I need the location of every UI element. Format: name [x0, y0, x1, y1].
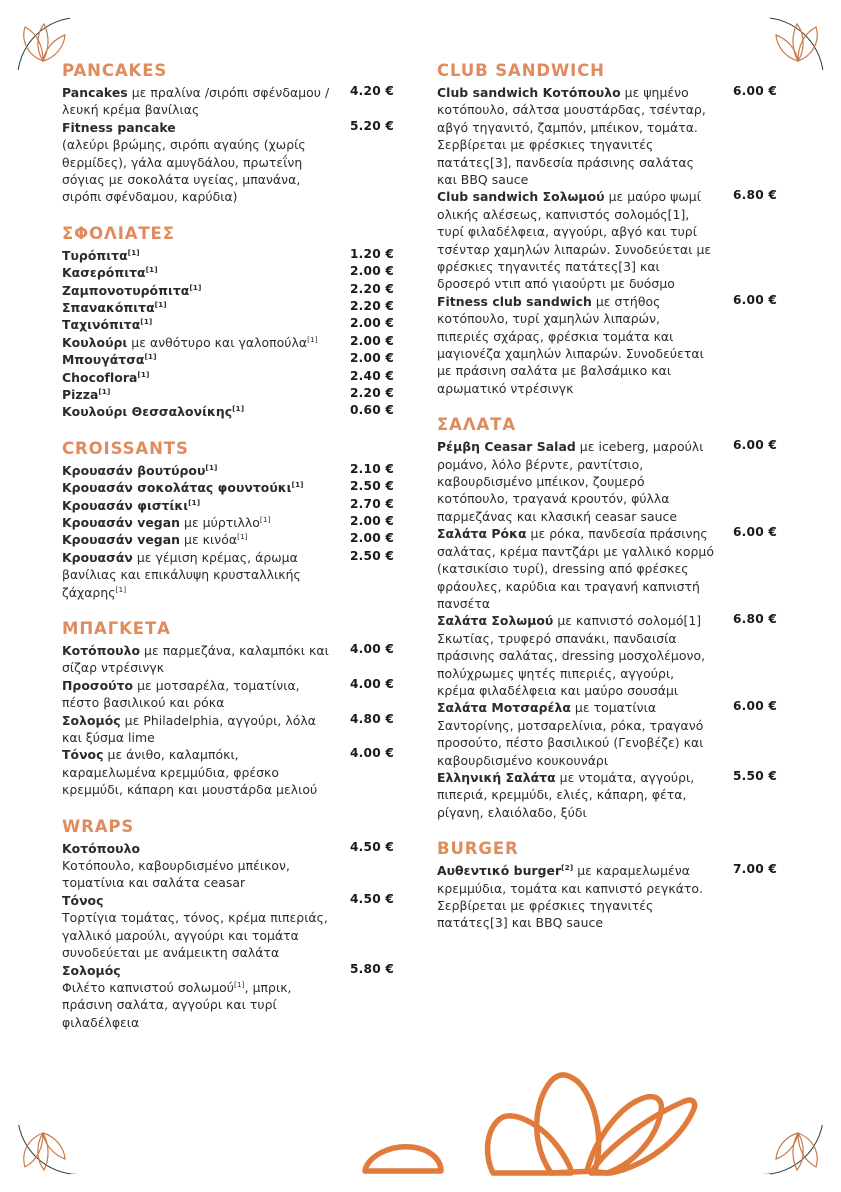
item-name: Chocoflora[1] — [62, 369, 150, 385]
item-price: 4.00 € — [350, 746, 394, 761]
menu-item[interactable] — [62, 979, 394, 1031]
item-price: 2.70 € — [350, 496, 394, 511]
menu-section-sfoliates — [62, 225, 394, 421]
item-price: 2.00 € — [350, 316, 394, 331]
menu-item[interactable] — [437, 525, 777, 612]
item-description: με άνιθο, καλαμπόκι, καραμελωμένα κρεμμύδια, φρέσκο κρεμμύδι, κάπαρη και μουστάρδα μελιού — [62, 747, 318, 798]
footnote-marker: [1] — [307, 334, 318, 344]
item-description: με μοτσαρέλα, τοματίνια, πέστο βασιλικού και ρόκα — [62, 677, 300, 711]
section-title: ΣΦΟΛΙΑΤΕΣ — [62, 223, 175, 243]
item-description: με Philadelphia, αγγούρι, λόλα και ξύσμα lime — [62, 712, 316, 746]
footnote-marker: [1] — [291, 480, 304, 490]
item-description: με ψημένο κοτόπουλο, σάλτσα μουστάρδας, τσένταρ, αβγό τηγανιτό, ζαμπόν, μπέικον, τομάτα. Σερβίρεται με φρέσκιες τηγανιτές πατάτες[3], πανδεσία πράσινης σαλάτας και BBQ sauce — [437, 84, 706, 187]
menu-item-text — [62, 369, 394, 386]
menu-item-text — [62, 531, 394, 548]
footnote-marker: [2] — [561, 863, 574, 873]
item-price: 2.50 € — [350, 548, 394, 563]
item-name: Κοτόπουλο — [62, 643, 141, 659]
item-price: 0.60 € — [350, 403, 394, 418]
item-description: (αλεύρι βρώμης, σιρόπι αγαύης (χωρίς θερμίδες), γάλα αμυγδάλου, πρωτεΐνη σόγιας με σοκολάτα υγείας, μπανάνα, σιρόπι σφένδαμου, καρύδια) — [62, 137, 306, 205]
menu-item[interactable] — [437, 612, 777, 699]
menu-item[interactable] — [62, 746, 394, 798]
menu-section-burger — [437, 840, 777, 932]
item-name: Pizza[1] — [62, 386, 111, 403]
menu-item-text — [62, 403, 394, 420]
item-description: με στήθος κοτόπουλο, τυρί χαμηλών λιπαρών, πιπεριές σχάρας, φρέσκια τομάτα και μαγιονέζα χαμηλών λιπαρών. Συνοδεύεται με πράσινη σαλάτα με βαλσάμικο και αρωματικό ντρέσινγκ — [437, 293, 704, 396]
item-name: Κουλούρι Θεσσαλονίκης[1] — [62, 404, 245, 420]
menu-item-text — [62, 892, 394, 909]
section-title: ΣΑΛΑΤΑ — [437, 415, 517, 435]
item-name: Ταχινόπιτα[1] — [62, 317, 153, 333]
menu-item-text — [437, 699, 777, 769]
menu-item[interactable] — [62, 264, 394, 281]
menu-item-text — [62, 299, 394, 316]
menu-item[interactable] — [62, 549, 394, 601]
menu-item[interactable] — [437, 188, 777, 292]
menu-section-croissants — [62, 440, 394, 601]
menu-item-text — [62, 136, 394, 206]
item-name: Κρουασάν βουτύρου[1] — [62, 462, 218, 478]
item-description: με καραμελωμένα κρεμμύδια, τομάτα και καπνιστό ρεγκάτο. Σερβίρεται με φρέσκιες τηγανιτές πατάτες[3] και BBQ sauce — [437, 863, 704, 931]
menu-item[interactable] — [437, 699, 777, 769]
menu-item[interactable] — [62, 369, 394, 386]
item-description: με ρόκα, πανδεσία πράσινης σαλάτας, κρέμα παντζάρι με γαλλικό κορμό (κατσικίσιο τυρί), dressing από φρέσκες φράουλες, καρύδια και τραγανή καπνιστή πανσέτα — [437, 526, 714, 611]
menu-item[interactable] — [62, 962, 394, 979]
item-description: με παρμεζάνα, καλαμπόκι και σίζαρ ντρέσινγκ — [62, 643, 329, 676]
footnote-marker: [1] — [232, 404, 245, 414]
item-description: με καπνιστό σολομό[1] Σκωτίας, τρυφερό σπανάκι, πανδαισία πράσινης σαλάτας, dressing μοσχολέμονο, πολύχρωμες ψητές πιπεριές, αγγούρι, κρέμα φιλαδέλφεια και μαύρο σουσάμι — [437, 613, 706, 698]
item-price: 7.00 € — [733, 862, 777, 877]
menu-item-text — [62, 677, 394, 712]
item-description: , μπρικ, πράσινη σαλάτα, αγγούρι και τυρί φιλαδέλφεια — [62, 979, 292, 1030]
menu-section-wraps — [62, 818, 394, 1031]
menu-item[interactable] — [62, 479, 394, 496]
menu-item[interactable] — [62, 462, 394, 479]
item-name: Κουλούρι — [62, 334, 128, 350]
item-price: 4.20 € — [350, 83, 394, 98]
menu-item[interactable] — [437, 769, 777, 821]
item-price: 2.00 € — [350, 351, 394, 366]
item-name: Σολομός — [62, 962, 121, 978]
section-title: BURGER — [437, 839, 519, 859]
menu-item[interactable] — [62, 282, 394, 299]
footnote-marker: [1] — [205, 462, 218, 472]
footnote-marker: [1] — [115, 584, 127, 594]
item-name: Κασερόπιτα[1] — [62, 265, 158, 281]
footnote-marker: [1] — [259, 514, 271, 524]
footnote-marker: [1] — [127, 247, 140, 257]
item-name: Κρουασάν vegan — [62, 515, 181, 531]
item-description: με τοματίνια Σαντορίνης, μοτσαρελίνια, ρόκα, τραγανό προσούτο, πέστο βασιλικού (Γενοβέζε) και καβουρδισμένο κουκουνάρι — [437, 700, 704, 768]
item-description: με ντομάτα, αγγούρι, πιπεριά, κρεμμύδι, ελιές, κάπαρη, φέτα, ρίγανη, ελαιόλαδο, ξύδι — [437, 769, 695, 820]
menu-item-text — [62, 857, 394, 892]
menu-item-text — [437, 769, 777, 821]
menu-item[interactable] — [62, 84, 394, 119]
menu-item[interactable] — [62, 892, 394, 909]
item-price: 2.50 € — [350, 479, 394, 494]
menu-item[interactable] — [62, 642, 394, 677]
footnote-marker: [1] — [154, 299, 167, 309]
menu-item[interactable] — [62, 909, 394, 961]
section-title: CROISSANTS — [62, 438, 189, 458]
menu-item[interactable] — [62, 351, 394, 368]
item-price: 6.00 € — [733, 699, 777, 714]
menu-item-text — [437, 293, 777, 397]
item-description: με iceberg, μαρούλι ρομάνο, λόλο βέρντε, ραντίτσιο, καβουρδισμένο μπέικον, ζουμερό κοτόπουλο, τραγανά κρουτόν, φύλλα παρμεζάνας και κλασική ceasar sauce — [437, 439, 704, 524]
footnote-marker: [1] — [137, 369, 150, 379]
item-name: Pancakes — [62, 84, 128, 100]
item-name: Ελληνική Σαλάτα — [437, 769, 556, 785]
item-price: 6.80 € — [733, 188, 777, 203]
menu-item-text — [62, 514, 394, 531]
menu-item-text — [62, 979, 394, 1031]
menu-item-text — [62, 264, 394, 281]
item-name: Σαλάτα Ρόκα — [437, 526, 527, 542]
menu-item[interactable] — [62, 514, 394, 531]
menu-item-text — [437, 612, 777, 699]
menu-item[interactable] — [437, 438, 777, 525]
item-name: Τυρόπιτα[1] — [62, 247, 140, 263]
menu-item-text — [62, 746, 394, 798]
menu-item-text — [62, 712, 394, 747]
item-price: 2.00 € — [350, 531, 394, 546]
menu-section-salata — [437, 416, 777, 821]
menu-item-text — [62, 479, 394, 496]
item-description: Κοτόπουλο, καβουρδισμένο μπέικον, τοματίνια και σαλάτα ceasar — [62, 858, 291, 891]
menu-item[interactable] — [62, 712, 394, 747]
menu-item-text — [62, 247, 394, 264]
item-name: Κοτόπουλο — [62, 840, 141, 856]
menu-item[interactable] — [62, 136, 394, 206]
menu-item-text — [437, 84, 777, 188]
menu-item-text — [62, 909, 394, 961]
footnote-marker: [1] — [233, 979, 245, 989]
item-price: 4.80 € — [350, 711, 394, 726]
section-title: ΜΠΑΓΚΕΤΑ — [62, 619, 171, 639]
menu-item[interactable] — [62, 247, 394, 264]
footnote-marker: [1] — [145, 265, 158, 275]
item-name: Fitness club sandwich — [437, 293, 592, 309]
menu-item[interactable] — [62, 497, 394, 514]
menu-item[interactable] — [62, 531, 394, 548]
menu-item[interactable] — [62, 403, 394, 420]
item-name: Σπανακόπιτα[1] — [62, 299, 167, 315]
item-price: 2.40 € — [350, 368, 394, 383]
menu-item-text — [62, 642, 394, 677]
item-name: Τόνος — [62, 892, 104, 908]
item-price: 2.00 € — [350, 514, 394, 529]
item-description: Φιλέτο καπνιστού σολωμού — [62, 979, 234, 995]
item-name: Club sandwich Κοτόπουλο — [437, 84, 621, 100]
item-description: με μαύρο ψωμί ολικής αλέσεως, καπνιστός σολομός[1], τυρί φιλαδέλφεια, αγγούρι, αβγό και τυρί τσένταρ χαμηλών λιπαρών. Συνοδεύεται με φρέσκιες τηγανιτές πατάτες[3] και δροσερό ντιπ από γιαούρτι με δυόσμο — [437, 189, 712, 292]
item-description: με πραλίνα /σιρόπι σφένδαμου /λευκή κρέμα βανίλιας — [62, 84, 330, 118]
menu-item-text — [62, 462, 394, 479]
menu-item[interactable] — [62, 119, 394, 136]
item-name: Club sandwich Σολωμού — [437, 189, 605, 205]
menu-item-text — [62, 840, 394, 857]
section-title: CLUB SANDWICH — [437, 61, 605, 80]
menu-item-text — [62, 351, 394, 368]
item-price: 6.00 € — [733, 525, 777, 540]
menu-item-text — [62, 119, 394, 136]
menu-section-pancakes — [62, 62, 394, 206]
item-name: Κρουασάν φιστίκι[1] — [62, 497, 201, 513]
section-title: WRAPS — [62, 816, 135, 836]
menu-item-text — [62, 549, 394, 601]
menu-item-text — [62, 316, 394, 333]
item-price: 4.00 € — [350, 642, 394, 657]
item-name: Ρέμβη Ceasar Salad — [437, 439, 576, 455]
item-price: 2.00 € — [350, 264, 394, 279]
item-price: 1.20 € — [350, 246, 394, 261]
menu-column-left — [62, 62, 394, 1031]
footnote-marker: [1] — [98, 386, 111, 396]
item-name: Μπουγάτσα[1] — [62, 352, 157, 368]
item-price: 6.80 € — [733, 612, 777, 627]
item-name: Κρουασάν σοκολάτας φουντούκι[1] — [62, 480, 304, 496]
item-name: Προσούτο — [62, 677, 134, 693]
footnote-marker: [1] — [188, 497, 201, 507]
item-description: Τορτίγια τομάτας, τόνος, κρέμα πιπεριάς, γαλλικό μαρούλι, αγγούρι και τομάτα συνοδεύεται με ανάμεικτη σαλάτα — [62, 910, 328, 961]
item-price: 4.50 € — [350, 839, 394, 854]
item-name: Σαλάτα Σολωμού — [437, 613, 554, 629]
menu-item[interactable] — [62, 316, 394, 333]
item-name: Τόνος — [62, 747, 104, 763]
menu-item[interactable] — [62, 857, 394, 892]
item-description: με γέμιση κρέμας, άρωμα βανίλιας και επικάλυψη κρυσταλλικής ζάχαρης — [62, 549, 301, 600]
item-name: Αυθεντικό burger[2] — [437, 863, 574, 879]
menu-item-text — [62, 497, 394, 514]
menu-item[interactable] — [62, 299, 394, 316]
item-name: Σολομός — [62, 712, 121, 728]
item-price: 6.00 € — [733, 292, 777, 307]
item-price: 2.20 € — [350, 386, 394, 401]
menu-item-text — [437, 525, 777, 612]
item-name: Ζαμπονοτυρόπιτα[1] — [62, 282, 202, 298]
item-description: με κινόα — [180, 532, 238, 548]
menu-item-text — [62, 282, 394, 299]
item-price: 5.80 € — [350, 961, 394, 976]
item-price: 2.00 € — [350, 333, 394, 348]
menu-item-text — [62, 84, 394, 119]
item-description: με μύρτιλλο — [180, 515, 260, 531]
footnote-marker: [1] — [189, 282, 202, 292]
item-name: Fitness pancake — [62, 119, 176, 135]
footnote-marker: [1] — [237, 532, 248, 542]
menu-item[interactable] — [62, 840, 394, 857]
menu-item-text — [437, 438, 777, 525]
item-name: Σαλάτα Μοτσαρέλα — [437, 700, 571, 716]
item-price: 6.00 € — [733, 83, 777, 98]
menu-item-text — [437, 188, 777, 292]
menu-item-text — [62, 334, 394, 351]
item-price: 2.10 € — [350, 461, 394, 476]
item-name: Κρουασάν — [62, 549, 133, 565]
menu-item-text — [437, 862, 777, 932]
item-price: 4.50 € — [350, 891, 394, 906]
item-description: με ανθότυρο και γαλοπούλα — [127, 334, 308, 350]
menu-item[interactable] — [62, 677, 394, 712]
section-title: PANCAKES — [62, 61, 168, 80]
menu-item[interactable] — [62, 334, 394, 351]
menu-column-right — [437, 62, 777, 932]
menu-section-club-sandwich — [437, 62, 777, 397]
menu-item-text — [62, 386, 394, 403]
menu-item[interactable] — [437, 862, 777, 932]
item-price: 2.20 € — [350, 281, 394, 296]
item-name: Κρουασάν vegan — [62, 532, 181, 548]
item-price: 6.00 € — [733, 438, 777, 453]
menu-item[interactable] — [437, 293, 777, 397]
menu-item[interactable] — [62, 386, 394, 403]
menu-item[interactable] — [437, 84, 777, 188]
item-price: 4.00 € — [350, 676, 394, 691]
footnote-marker: [1] — [140, 317, 153, 327]
menu-item-text — [62, 962, 394, 979]
footnote-marker: [1] — [144, 352, 157, 362]
item-price: 5.50 € — [733, 768, 777, 783]
menu-section-mpagketa — [62, 620, 394, 799]
item-price: 5.20 € — [350, 118, 394, 133]
item-price: 2.20 € — [350, 299, 394, 313]
